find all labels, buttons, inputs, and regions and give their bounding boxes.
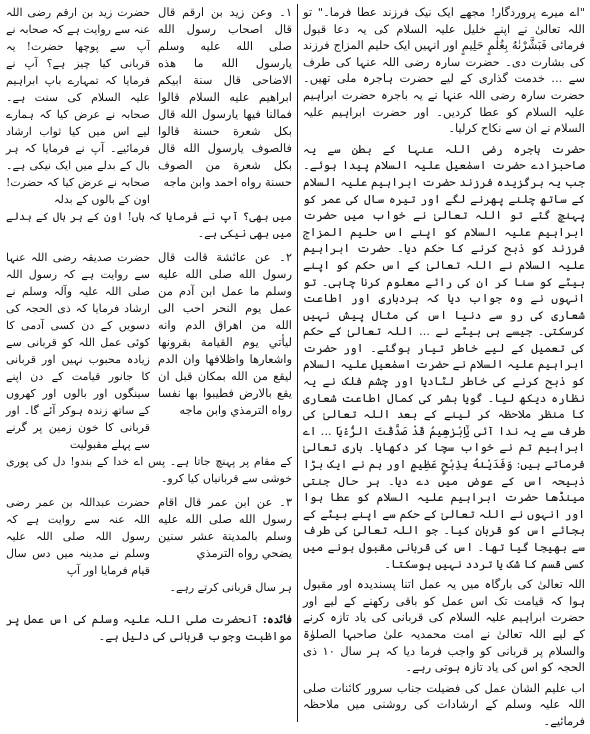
hadith-urdu-translation: حضرت صدیقہ رضی اللہ عنہا سے روایت ہے کہ رسول اللہ صلی اللہ علیہ وآلہ وسلم نے ارشاد فرمایا کہ ذی الحجہ کی دسویں کے دن کسی آدمی کا کوئی عمل اللہ کو قربانی سے زیادہ محبوب نہیں اور قربانی کا جانور قیامت کے دن اپنے سینگوں اور بالوں اور کھروں کے ساتھ زندہ ہوکر آئے گا۔ اور قربانی کا خون زمین پر گرنے سے پہلے مقبولیت — [6, 251, 150, 451]
hadith-1 — [6, 4, 292, 242]
hadith-translation-continuation: ہر سال قربانی کرتے رہے۔ — [169, 581, 292, 594]
paragraph-transition: اب علیم الشان عمل کی فضیلت جناب سرور کائنات صلی اللہ علیہ وسلم کے ارشادات کی روشنی میں ملاحظہ فرمائیے۔ — [303, 680, 585, 728]
hadith-translation-continuation: کے مقام پر پہنچ جاتا ہے۔ پس اے خدا کے بندو! دل کی پوری خوشی سے قربانیاں کیا کرو۔ — [6, 455, 292, 485]
hadith-arabic-text: ۱۔ وعن زيد بن ارقم قال قال اصحاب رسول الله صلى الله عليه وسلم يارسول الله ما هذه الاضاحی قال سنة ابيكم ابراهيم عليه السلام قالوا فمالنا فيها يارسول الله قال بكل شعرة حسنة قالوا فالصوف يارسول الله قال بكل شعرة من الصوف حسنة رواه احمد وابن ماجه — [158, 5, 292, 189]
hadith-arabic-text: ۳۔ عن ابن عمر قال اقام رسول الله صلى الله عليه وسلم بالمدينة عشر سنين يضحي رواه الترمذي — [158, 495, 292, 560]
paragraph-qurbani-obligation: اللہ تعالیٰ کی بارگاہ میں یہ عمل اتنا پسندیدہ اور مقبول ہوا کہ قیامت تک اس عمل کو باقی رکھنے کے لیے اور حضرت ابراہیم علیہ السلام کی قربانی کی یاد تازہ کرنے کے لیے اللہ تعالیٰ نے امت محمدیہ علیٰ صاحبہا الصلوٰۃ والسلام پر قربانی کو واجب فرما دیا کہ ہر سال ۱۰ ذی الحجہ کو اس کی یاد تازہ ہوتی رہے۔ — [303, 577, 585, 675]
hadith-2 — [6, 249, 292, 487]
column-divider — [297, 4, 298, 722]
paragraph-dua-and-birth: "اے میرے پروردگار! مجھے ایک نیک فرزند عطا فرما۔" تو اللہ تعالیٰ نے اپنے خلیل علیہ السلام کی یہ دعا قبول فرمائی فَبَشَّرْنٰهُ بِغُلٰمٍ حَلِيمٍ اور انہیں ایک حلیم المزاج فرزند کی بشارت دی۔ حضرت سارہ رضی اللہ عنہا کی طرف سے ... خدمت گذاری کے لیے حضرت ہاجرہ ملی تھیں۔ حضرت سارہ رضی اللہ عنہا نے یہ باجرہ حضرت ابراہیم علیہ السلام کو عطا کردیں۔ اور حضرت ابراہیم علیہ السلام نے ان سے نکاح کرلیا۔ — [303, 5, 585, 136]
paragraph-dream-and-sacrifice: حضرت ہاجرہ رضی اللہ عنہا کے بطن سے یہ صاحبزادے حضرت اسمٰعیل علیہ السلام پیدا ہوئے۔ جب یہ برگزیدہ فرزند حضرت ابراہیم علیہ السلام کے ساتھ چلنے پھرنے لگے اور تیرہ سال کی عمر کو پہنچ گئے تو اللہ تعالیٰ نے خواب میں حضرت ابراہیم علیہ السلام کو اپنے اس حلیم المزاج فرزند کو ذبح کرنے کا حکم دیا۔ حضرت ابراہیم علیہ السلام نے اللہ تعالیٰ کے اس حکم کو اپنے بیٹے کو سنا کر ان کی رائے معلوم کرنا چاہی۔ تو انہوں نے وہ جواب دیا کہ بردباری اور اطاعت شعاری کی رو سے دنیا اس کی مثال پیش نہیں کرسکتی۔ جیسے ہی بیٹے نے ... اللہ تعالیٰ کے حکم کی تعمیل کے لیے خاطر تیار ہوگئے۔ اور حضرت ابراہیم علیہ السلام نے حضرت اسمٰعیل علیہ السلام کو ذبح کرنے کی خاطر لٹادیا اور چشم فلک نے یہ نظارہ دیکھ لیا۔ گویا بشر کی کمال اطاعت شعاری کا منظر ملاحظہ کر لینے کے بعد اللہ تعالیٰ کی طرف سے یہ ندا آئی یٰٓاِبْرٰهِيمُ قَدْ صَدَّقْتَ الرُّءْيَا ... اے ابراہیم تم نے خواب سچا کر دکھایا۔ باری تعالیٰ فرماتے ہیں: وَفَدَيْنٰهُ بِذِبْحٍ عَظِيمٍ اور ہم نے ایک بڑا ذبیحہ اس کے عوض میں دے دیا۔ ہر حال جنتی مینڈھا حضرت ابراہیم علیہ السلام کو عطا ہوا اور انہوں نے اللہ تعالیٰ کے حکم سے اپنے بیٹے کے بجائے اس کو قربان کیا۔ جو اللہ تعالیٰ کی طرف سے بھیجا گیا تھا۔ اس کی قربانی مقبول ہونے میں کسی قسم کا شک یا تردد نہیں ہوسکتا۔ — [303, 141, 585, 571]
hadith-arabic-text: ۲۔ عن عائشة قالت قال رسول الله صلى الله عليه وسلم ما عمل ابن آدم من عمل يوم النحر احب الى الله من اهراق الدم وانه ليأتي يوم القيامة بقرونها واشعارها واظلافها وان الدم ليقع من الله بمكان قبل ان يقع بالارض فطيبوا بها نفسا رواه الترمذي وابن ماجه — [158, 250, 292, 417]
hadith-urdu-translation: حضرت عبداللہ بن عمر رضی اللہ عنہ سے روایت ہے کہ رسول اللہ صلی اللہ علیہ وسلم نے مدینہ میں دس سال قیام فرمایا اور آپ — [6, 496, 150, 577]
hadith-3 — [6, 494, 292, 597]
hadith-urdu-translation: حضرت زید بن ارقم رضی اللہ عنہ سے روایت ہے کہ صحابہ نے آپ سے پوچھا حضرت! یہ قربانی کیا چیز ہے؟ آپ نے فرمایا کہ تمہارے باپ ابراہیم علیہ السلام کی سنت ہے۔ صحابہ نے عرض کیا کہ ہمارے لیے اس میں کیا ثواب ارشاد فرمائیے۔ آپ نے فرمایا کہ ہر بال کے بدلے میں ایک نیکی ہے۔ صحابہ نے عرض کیا کہ حضرت! اون کے بالوں کے بدلہ — [6, 6, 150, 206]
right-column — [303, 4, 585, 734]
left-column — [6, 4, 292, 645]
benefit-note — [6, 611, 292, 645]
benefit-text: آنحضرت صلی اللہ علیہ وسلم کی اس عمل پر مواظبت وجوب قربانی کی دلیل ہے۔ — [6, 611, 292, 643]
hadith-translation-continuation: میں بھی؟ آپ نے فرمایا کہ ہاں! اون کے ہر بال کے بدلے میں بھی نیکی ہے۔ — [6, 210, 292, 240]
benefit-label: فائدہ: — [262, 611, 293, 626]
